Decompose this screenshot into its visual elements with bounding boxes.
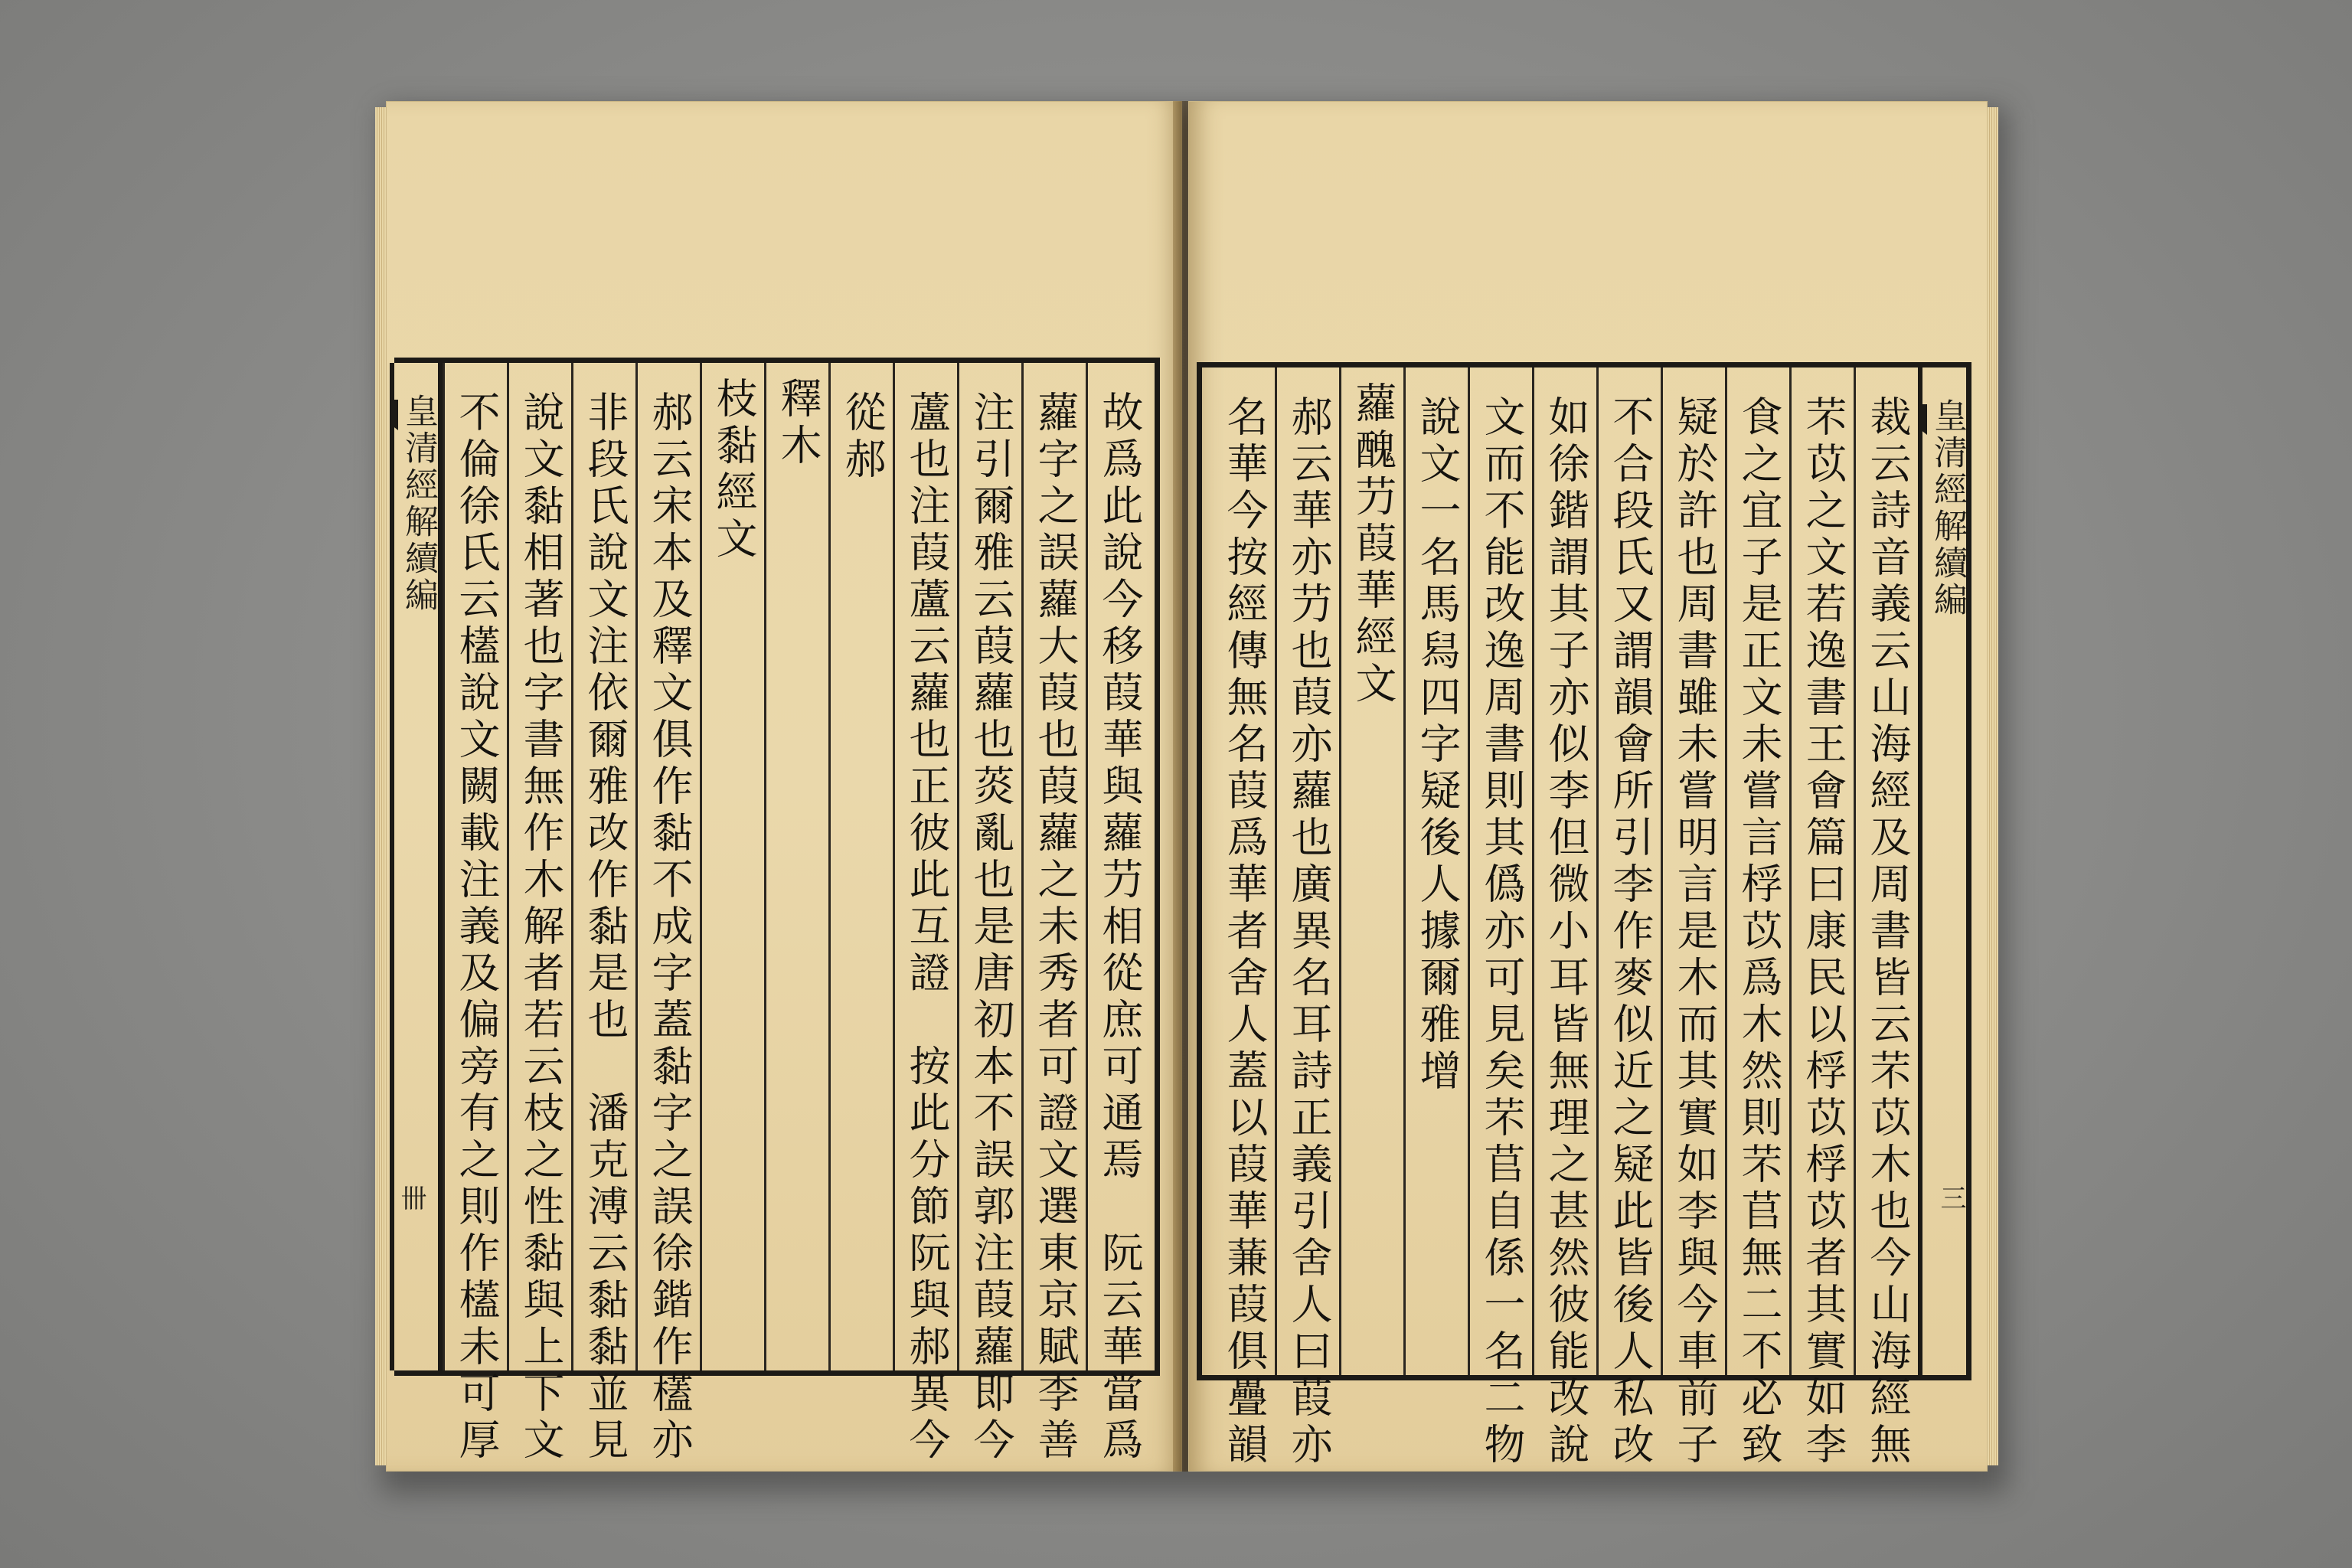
left-text-frame	[394, 358, 1160, 1465]
text-column: 文而不能改逸周書則其僞亦可見矣芣苢自係一名二物	[1468, 368, 1532, 1375]
text-column: 注引爾雅云葭蘿也菼亂也是唐初本不誤郭注葭蘿即今	[957, 363, 1021, 1370]
text-column: 非段氏說文注依爾雅改作黏是也 潘克溥云黏黏並見	[571, 363, 635, 1370]
section-heading: 釋木	[764, 363, 828, 1370]
text-column: 說文黏相著也字書無作木解者若云枝之性黏與上下文	[507, 363, 571, 1370]
right-page	[1188, 101, 1988, 1472]
text-column: 郝云華亦芀也葭亦蘿也廣異名耳詩正義引舍人曰葭亦	[1275, 368, 1339, 1375]
text-column: 食之宜子是正文未嘗言桴苡爲木然則芣苢無二不必致	[1725, 368, 1789, 1375]
text-column: 從郝	[828, 363, 893, 1370]
entry-heading: 枝黏經文	[700, 363, 764, 1370]
text-column: 如徐鍇謂其子亦似李但微小耳皆無理之甚然彼能改說	[1532, 368, 1596, 1375]
left-folio: 卌	[396, 1184, 426, 1210]
banxin-title: 皇清經解續編	[399, 394, 438, 614]
text-column: 名華今按經傳無名葭爲華者舍人蓋以葭華蒹葭俱疊韻	[1220, 395, 1269, 1469]
text-column: 說文一名馬舄四字疑後人據爾雅增	[1403, 368, 1468, 1375]
text-column: 疑於許也周書雖未嘗明言是木而其實如李與今車前子	[1661, 368, 1725, 1375]
left-page-edges	[375, 107, 386, 1465]
open-book	[374, 90, 2000, 1482]
right-text-frame	[1197, 362, 1971, 1469]
banxin-title: 皇清經解續編	[1928, 398, 1967, 619]
left-page	[386, 101, 1182, 1472]
entry-heading: 蘿醜芀葭華經文	[1339, 368, 1403, 1375]
right-page-edges	[1988, 107, 1998, 1465]
text-column: 故爲此說今移葭華與蘿芀相從庶可通焉 阮云華當爲	[1086, 363, 1150, 1370]
text-column: 不倫徐氏云㯼說文闕載注義及偏旁有之則作㯼未可厚	[443, 363, 507, 1370]
fishtail-icon	[390, 400, 398, 430]
right-banxin	[1918, 368, 1971, 1375]
fishtail-icon	[1918, 404, 1927, 435]
text-column: 裁云詩音義云山海經及周書皆云芣苡木也今山海經無	[1854, 368, 1918, 1375]
right-folio: 三	[1936, 1184, 1966, 1210]
text-column: 郝云宋本及釋文俱作黏不成字蓋黏字之誤徐鍇作㯼亦	[635, 363, 700, 1370]
text-column: 蘿字之誤蘿大葭也葭蘿之未秀者可證文選東京賦李善	[1021, 363, 1086, 1370]
left-banxin	[390, 363, 443, 1370]
text-column: 蘆也注葭蘆云蘿也正彼此互證 按此分節阮與郝異今	[893, 363, 957, 1370]
text-column: 不合段氏又謂韻會所引李作麥似近之疑此皆後人私改	[1596, 368, 1661, 1375]
text-column: 芣苡之文若逸書王會篇曰康民以桴苡桴苡者其實如李	[1789, 368, 1854, 1375]
